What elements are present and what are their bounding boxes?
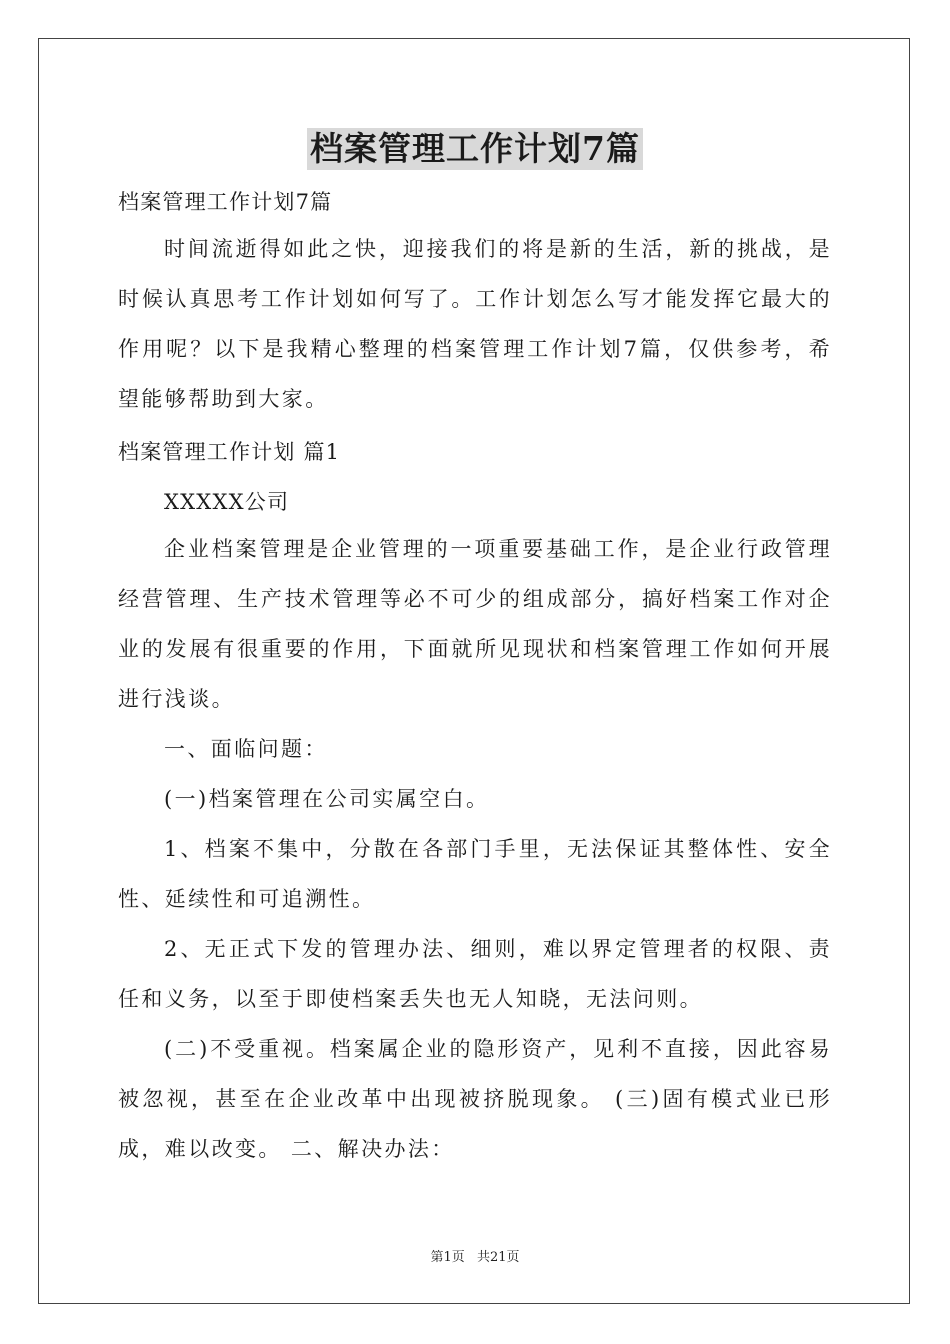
title-wrap (0, 128, 950, 170)
document-title: 档案管理工作计划7篇 (307, 128, 643, 170)
page-footer (0, 1246, 950, 1265)
paragraph-last: (二)不受重视。档案属企业的隐形资产，见利不直接，因此容易被忽视，甚至在企业改革中出现被挤脱现象。 (三)固有模式业已形成，难以改变。 二、解决办法： (118, 1037, 832, 1161)
item-1: 1、档案不集中，分散在各部门手里，无法保证其整体性、安全性、延续性和可追溯性。 (118, 837, 832, 911)
page-total: 共21页 (476, 1250, 520, 1265)
problem-1: (一)档案管理在公司实属空白。 (164, 787, 490, 811)
intro-paragraph: 时间流逝得如此之快，迎接我们的将是新的生活，新的挑战，是时候认真思考工作计划如何写了。工作计划怎么写才能发挥它最大的作用呢？以下是我精心整理的档案管理工作计划7篇，仅供参考，希望能够帮助到大家。 (118, 237, 832, 411)
company-name: XXXXX公司 (164, 490, 290, 514)
problem-heading: 一、面临问题： (164, 737, 328, 761)
item-2: 2、无正式下发的管理办法、细则，难以界定管理者的权限、责任和义务，以至于即使档案丢失也无人知晓，无法问则。 (118, 937, 832, 1011)
page-number: 第1页 (430, 1250, 465, 1265)
paragraph-1: 企业档案管理是企业管理的一项重要基础工作，是企业行政管理经营管理、生产技术管理等必不可少的组成部分，搞好档案工作对企业的发展有很重要的作用，下面就所见现状和档案管理工作如何开展进行浅谈。 (118, 537, 832, 711)
subtitle: 档案管理工作计划7篇 (118, 190, 333, 214)
section1-heading: 档案管理工作计划 篇1 (118, 440, 341, 464)
